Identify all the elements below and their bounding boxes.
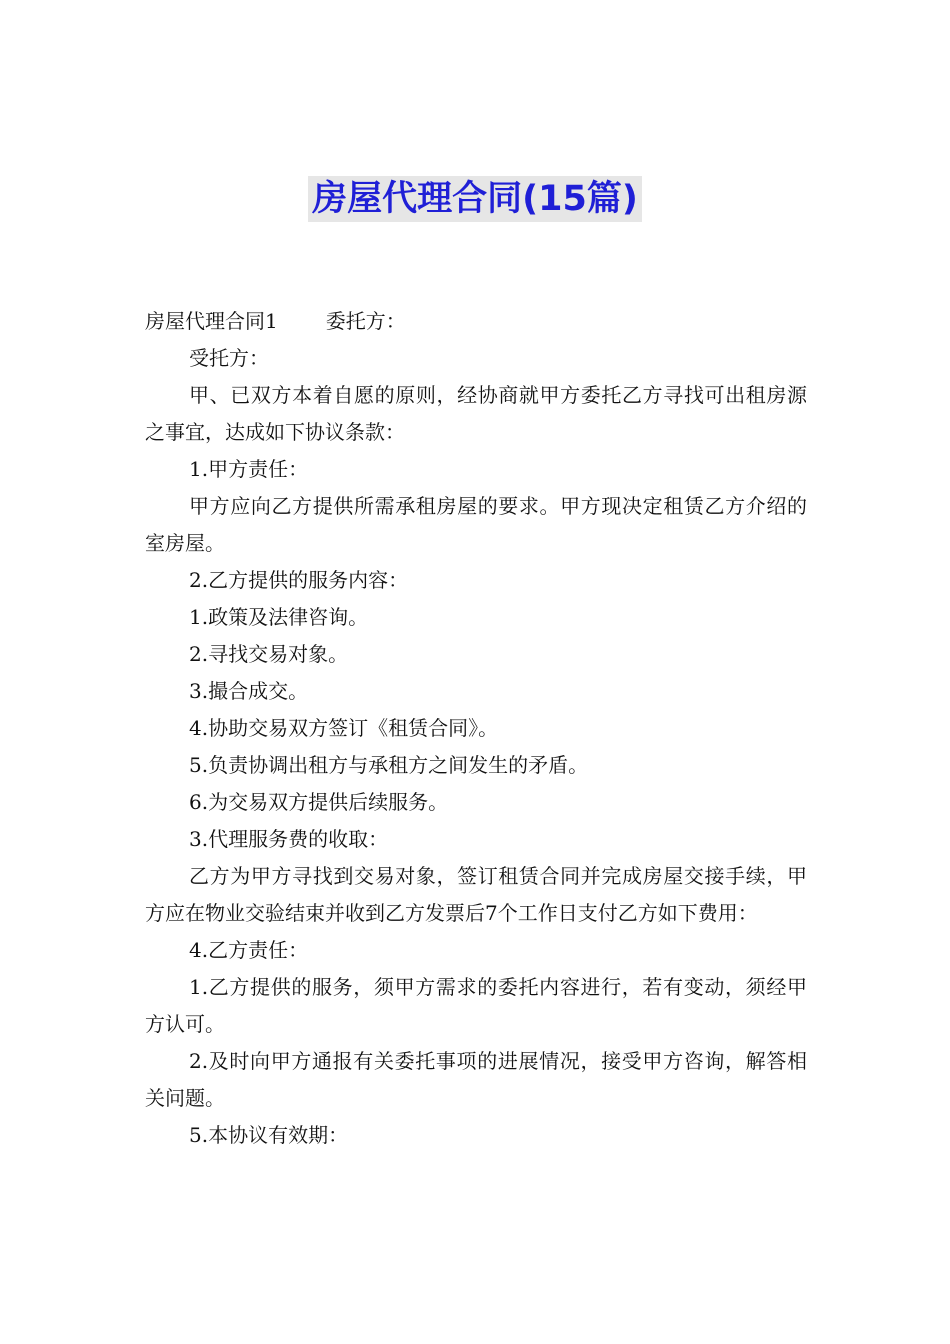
first-line <box>145 303 807 340</box>
contract-heading: 房屋代理合同1 <box>145 309 278 333</box>
paragraph: 2.寻找交易对象。 <box>189 642 349 666</box>
paragraph: 乙方为甲方寻找到交易对象，签订租赁合同并完成房屋交接手续，甲方应在物业交验结束并收到乙方发票后7个工作日支付乙方如下费用： <box>145 864 807 925</box>
paragraph: 2.乙方提供的服务内容： <box>189 568 409 592</box>
paragraph: 1.乙方提供的服务，须甲方需求的委托内容进行，若有变动，须经甲方认可。 <box>145 975 807 1036</box>
paragraph: 5.本协议有效期： <box>189 1123 349 1147</box>
paragraph: 3.撮合成交。 <box>189 679 309 703</box>
paragraph: 4.协助交易双方签订《租赁合同》。 <box>189 716 499 740</box>
paragraph: 1.政策及法律咨询。 <box>189 605 369 629</box>
paragraph: 1.甲方责任： <box>189 457 309 481</box>
paragraph: 6.为交易双方提供后续服务。 <box>189 790 449 814</box>
client-label: 委托方： <box>325 309 406 333</box>
paragraph: 甲、已双方本着自愿的原则，经协商就甲方委托乙方寻找可出租房源之事宜，达成如下协议条款： <box>145 383 807 444</box>
title-container <box>0 176 950 222</box>
paragraph: 甲方应向乙方提供所需承租房屋的要求。甲方现决定租赁乙方介绍的室房屋。 <box>145 494 807 555</box>
paragraph: 3.代理服务费的收取： <box>189 827 389 851</box>
document-title: 房屋代理合同(15篇) <box>308 176 642 222</box>
document-body <box>145 303 807 1154</box>
paragraph: 受托方： <box>189 346 269 370</box>
paragraph: 4.乙方责任： <box>189 938 309 962</box>
paragraph: 2.及时向甲方通报有关委托事项的进展情况，接受甲方咨询，解答相关问题。 <box>145 1049 807 1110</box>
paragraph: 5.负责协调出租方与承租方之间发生的矛盾。 <box>189 753 589 777</box>
